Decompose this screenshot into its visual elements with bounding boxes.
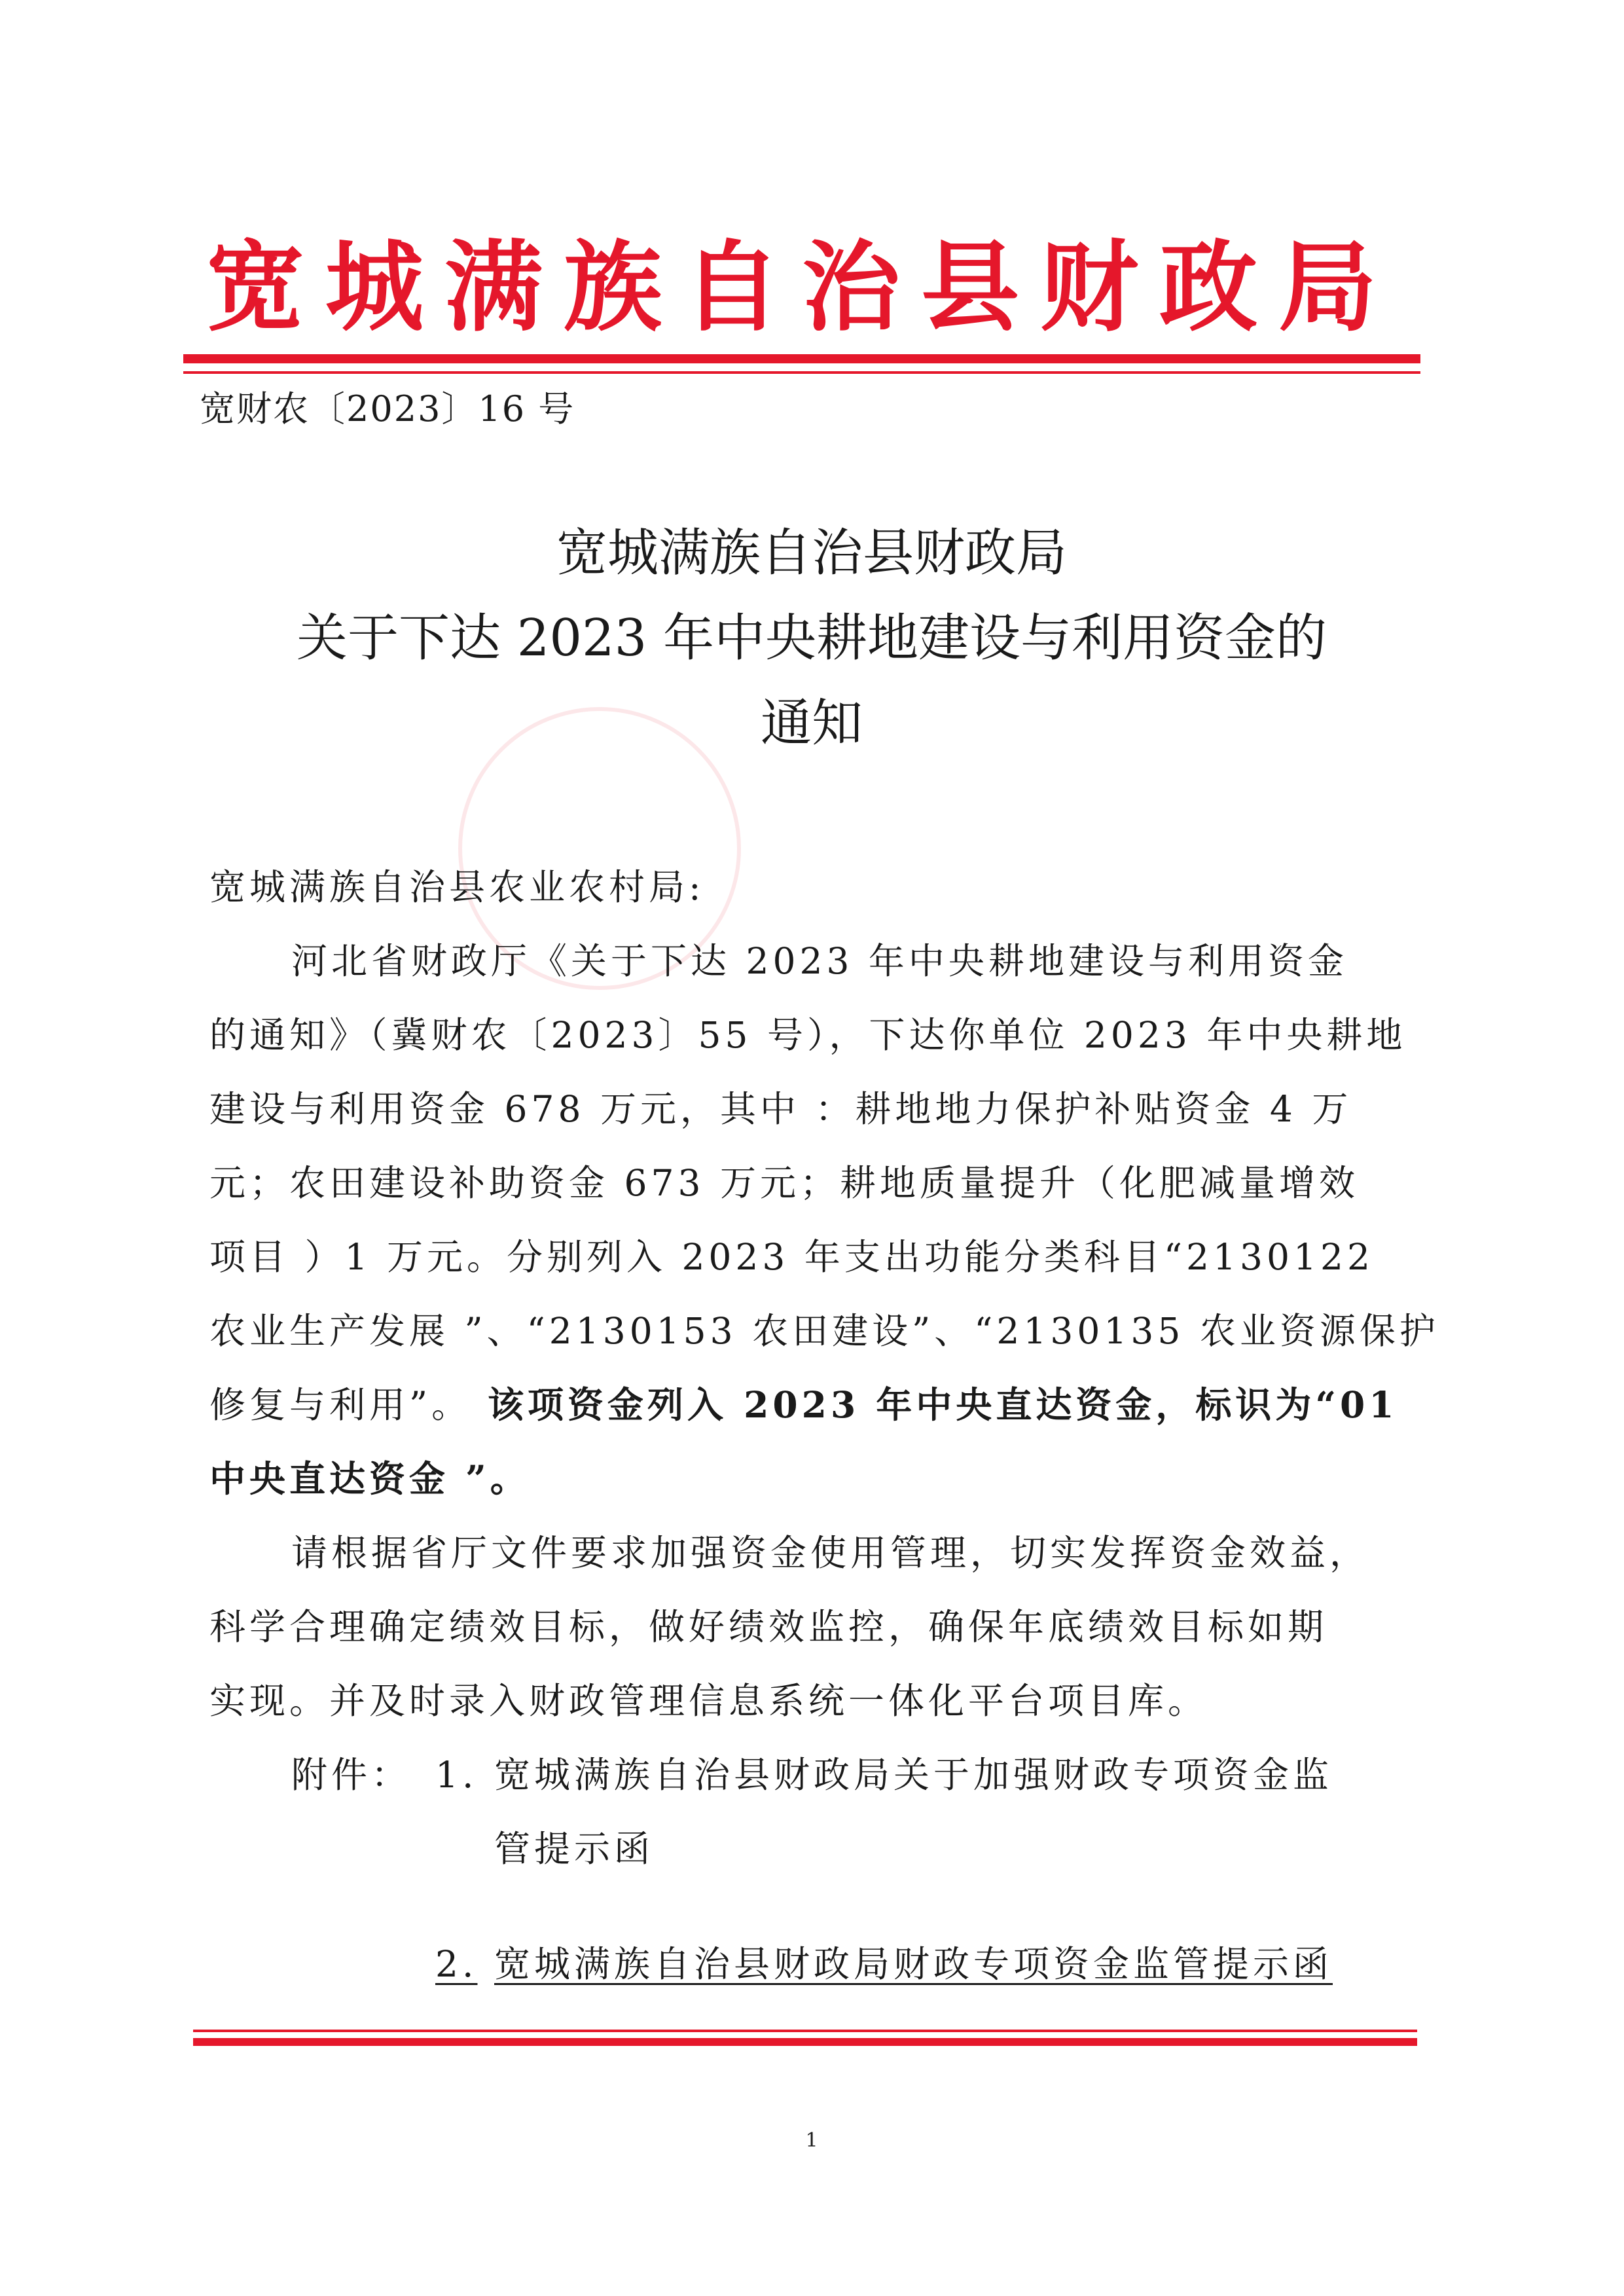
attachment-2-number: 2. [435,1943,478,1985]
body-line-emphasis: 中央直达资金 ”。 [209,1457,530,1500]
page-number: 1 [805,2129,818,2152]
attachment-2-title: 宽城满族自治县财政局财政专项资金监管提示函 [494,1943,1333,1985]
addressee: 宽城满族自治县农业农村局: [209,866,705,908]
body-line: 建设与利用资金 678 万元，其中 ：耕地地力保护补贴资金 4 万 [209,1088,1352,1130]
attachments-label: 附件： [291,1754,412,1796]
footer-rule-thin [193,2030,1417,2032]
title-line-2: 关于下达 2023 年中央耕地建设与利用资金的 [296,609,1327,668]
body-line: 河北省财政厅《关于下达 2023 年中央耕地建设与利用资金 [291,940,1348,982]
attachment-1-title: 宽城满族自治县财政局关于加强财政专项资金监 [494,1754,1333,1796]
organization-header: 宽城满族自治县财政局 [206,231,1398,345]
header-rule-thick [183,354,1420,363]
title-line-3: 通知 [760,694,863,753]
body-line: 请根据省厅文件要求加强资金使用管理，切实发挥资金效益， [291,1532,1370,1574]
body-line: 实现。并及时录入财政管理信息系统一体化平台项目库。 [209,1680,1208,1722]
document-number: 宽财农〔2023〕16 号 [200,388,575,429]
body-line: 元；农田建设补助资金 673 万元；耕地质量提升（化肥减量增效 [209,1162,1359,1204]
body-line: 修复与利用”。 [209,1384,472,1426]
footer-rule-thick [193,2038,1417,2046]
attachment-1-title-cont: 管提示函 [494,1828,655,1870]
body-line-emphasis: 该项资金列入 2023 年中央直达资金，标识为“01 [488,1383,1398,1426]
header-rule-thin [183,371,1420,374]
title-line-1: 宽城满族自治县财政局 [556,524,1067,583]
body-line: 农业生产发展 ”、“2130153 农田建设”、“2130135 农业资源保护 [209,1310,1439,1352]
body-line: 的通知》（冀财农〔2023〕55 号），下达你单位 2023 年中央耕地 [209,1014,1407,1056]
body-line: 科学合理确定绩效目标，做好绩效监控，确保年底绩效目标如期 [209,1606,1328,1648]
body-line: 项目 ）1 万元。分别列入 2023 年支出功能分类科目“2130122 [209,1236,1374,1278]
attachment-1-number: 1. [435,1754,478,1796]
